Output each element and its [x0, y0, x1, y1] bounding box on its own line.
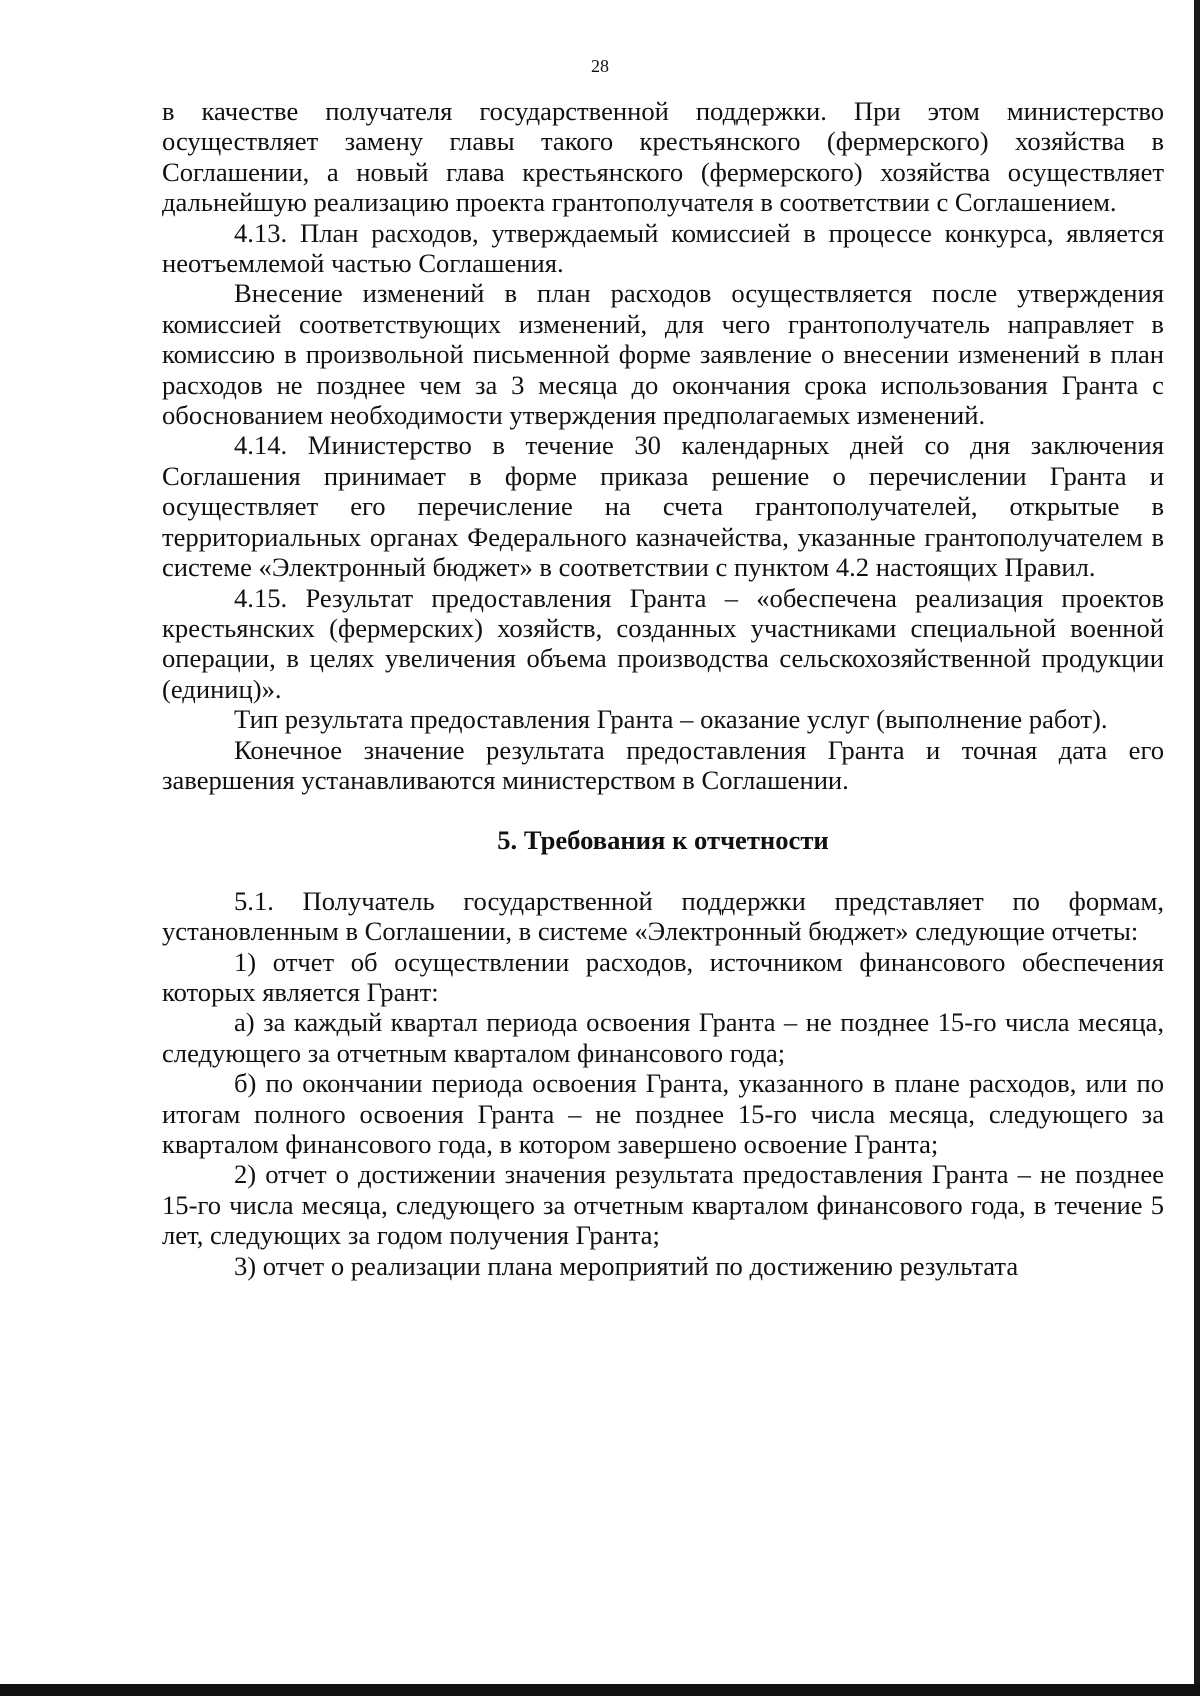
- paragraph-4-14: 4.14. Министерство в течение 30 календарных дней со дня заключения Соглашения принимает в форме приказа решение о перечислении Гранта и осуществляет его перечисление на счета грантополучателей, открытые в территориальных органах Федерального казначейства, указанные грантополучателем в системе «Электронный бюджет» в соответствии с пунктом 4.2 настоящих Правил.: [162, 430, 1164, 583]
- paragraph-result-type: Тип результата предоставления Гранта – оказание услуг (выполнение работ).: [234, 704, 1108, 735]
- scan-edge-bottom: [0, 1684, 1200, 1696]
- paragraph-4-15: 4.15. Результат предоставления Гранта – «обеспечена реализация проектов крестьянских (фермерских) хозяйств, созданных участниками специальной военной операции, в целях увеличения объема производства сельскохозяйственной продукции (единиц)».: [162, 582, 1164, 704]
- list-item-1: 1) отчет об осуществлении расходов, источником финансового обеспечения которых является Грант:: [162, 946, 1164, 1007]
- paragraph-4-13: 4.13. План расходов, утверждаемый комиссией в процессе конкурса, является неотъемлемой частью Соглашения.: [162, 217, 1164, 279]
- list-item-3: 3) отчет о реализации плана мероприятий по достижению результата: [234, 1250, 1019, 1281]
- list-item-2: 2) отчет о достижении значения результата предоставления Гранта – не позднее 15-го числа месяца, следующего за отчетным кварталом финансового года, в течение 5 лет, следующих за годом получения Гранта;: [162, 1159, 1164, 1251]
- scan-edge-right: [1194, 0, 1200, 1696]
- paragraph-result-final-value: Конечное значение результата предоставления Гранта и точная дата его завершения устанавливаются министерством в Соглашении.: [162, 734, 1164, 795]
- document-body: [162, 96, 1164, 1281]
- paragraph-continuation: в качестве получателя государственной поддержки. При этом министерство осуществляет замену главы такого крестьянского (фермерского) хозяйства в Соглашении, а новый глава крестьянского (фермерского) хозяйства осуществляет дальнейшую реализацию проекта грантополучателя в соответствии с Соглашением.: [162, 96, 1164, 218]
- paragraph-5-1: 5.1. Получатель государственной поддержки представляет по формам, установленным в Соглашении, в системе «Электронный бюджет» следующие отчеты:: [162, 885, 1164, 947]
- list-item-1-a: а) за каждый квартал периода освоения Гранта – не позднее 15-го числа месяца, следующего за отчетным кварталом финансового года;: [162, 1007, 1164, 1068]
- page-number: 28: [591, 56, 609, 76]
- list-item-1-b: б) по окончании периода освоения Гранта, указанного в плане расходов, или по итогам полного освоения Гранта – не позднее 15-го числа месяца, следующего за кварталом финансового года, в котором завершено освоение Гранта;: [162, 1068, 1164, 1159]
- section-heading: 5. Требования к отчетности: [497, 825, 829, 856]
- paragraph-plan-changes: Внесение изменений в план расходов осуществляется после утверждения комиссией соответствующих изменений, для чего грантополучатель направляет в комиссию в произвольной письменной форме заявление о внесении изменений в план расходов не позднее чем за 3 месяца до окончания срока использования Гранта с обоснованием необходимости утверждения предполагаемых изменений.: [162, 278, 1164, 431]
